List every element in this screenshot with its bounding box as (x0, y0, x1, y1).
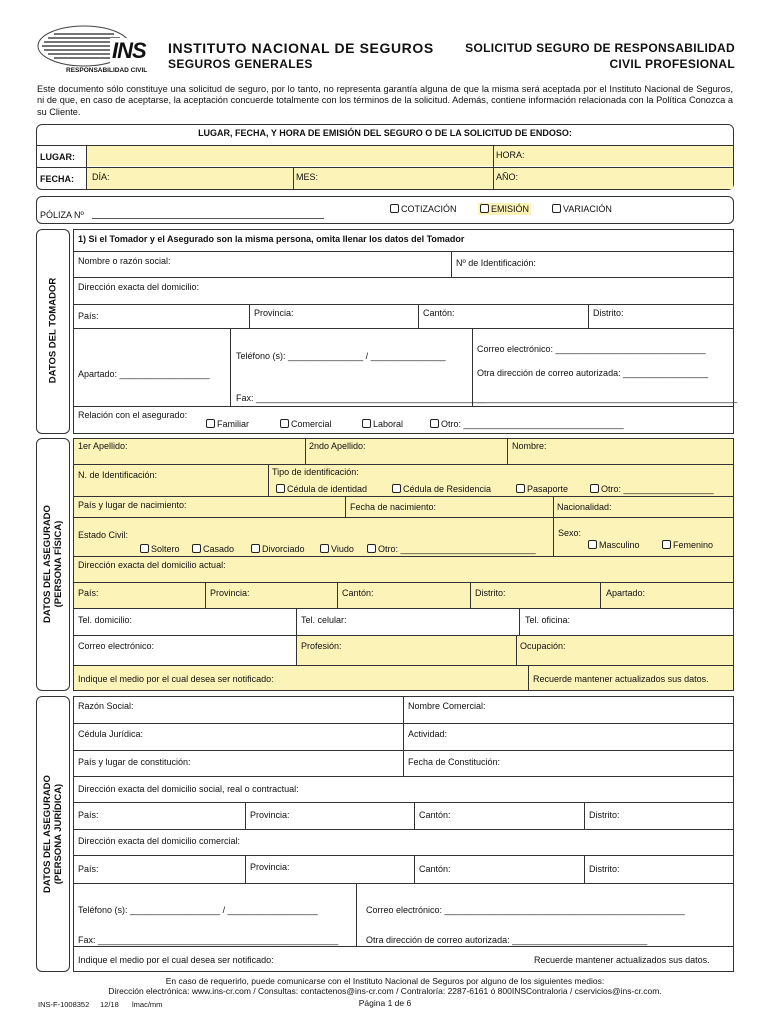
lugar-field[interactable] (87, 146, 733, 166)
estado-soltero-label: Soltero (151, 544, 180, 554)
rel-comercial-checkbox[interactable] (280, 419, 289, 428)
fecha-label: FECHA: (40, 174, 74, 184)
fecha-constitucion-label: Fecha de Constitución: (408, 757, 501, 767)
estado-casado-label: Casado (203, 544, 235, 554)
variacion-label: VARIACIÓN (563, 204, 612, 214)
dia-label: DÍA: (92, 172, 110, 182)
fisica-recuerde-label: Recuerde mantener actualizados sus datos. (533, 674, 709, 684)
juridica-distrito-label: Distrito: (589, 810, 620, 820)
juridica-telefono-label: Teléfono (s): __________________ / __________________ (78, 905, 318, 915)
cotizacion-checkbox[interactable] (390, 204, 399, 213)
razon-social-label: Razón Social: (78, 701, 134, 711)
sexo-masculino-label: Masculino (599, 540, 640, 550)
tel-celular-label: Tel. celular: (301, 615, 347, 625)
form-date: 12/18 (100, 1000, 119, 1009)
fecha-nacimiento-label: Fecha de nacimiento: (350, 502, 437, 512)
fisica-direccion-label: Dirección exacta del domicilio actual: (78, 560, 226, 570)
estado-otro-option[interactable] (367, 544, 536, 554)
juridica-side-label-2: (PERSONA JURÍDICA) (53, 783, 64, 885)
juridica-pais-2-label: País: (78, 864, 99, 874)
relacion-label: Relación con el asegurado: (78, 410, 188, 420)
form-code: INS-F-1008352 (38, 1000, 90, 1009)
tomador-section (73, 229, 734, 434)
document-title-line-1: SOLICITUD SEGURO DE RESPONSABILIDAD (465, 41, 735, 55)
juridica-canton-2-label: Cantón: (419, 864, 451, 874)
estado-casado-option[interactable] (192, 544, 234, 554)
variacion-option[interactable] (552, 204, 612, 214)
cotizacion-option[interactable] (390, 204, 457, 214)
rel-familiar-checkbox[interactable] (206, 419, 215, 428)
tipo-otro-label: Otro: __________________ (601, 484, 714, 494)
logo-subtext: RESPONSABILIDAD CIVIL (66, 67, 148, 74)
estado-divorciado-label: Divorciado (262, 544, 305, 554)
tipo-residencia-label: Cédula de Residencia (403, 484, 492, 494)
juridica-distrito-2-label: Distrito: (589, 864, 620, 874)
institution-subtitle: SEGUROS GENERALES (168, 57, 313, 71)
rel-familiar-option[interactable] (206, 419, 249, 429)
fisica-pais-label: País: (78, 588, 99, 598)
tomador-nombre-label: Nombre o razón social: (78, 256, 171, 266)
fisica-correo-label: Correo electrónico: (78, 641, 155, 651)
mes-label: MES: (296, 172, 319, 182)
footer-line-2: Dirección electrónica: www.ins-cr.com / Consultas: contactenos@ins-cr.com / Contraloría: 2287-6161 ó 800INSContraloria / cservicios@ins-cr.com. (108, 986, 662, 996)
document-title-line-2: CIVIL PROFESIONAL (609, 57, 735, 71)
juridica-side-label (42, 699, 64, 969)
rel-laboral-checkbox[interactable] (362, 419, 371, 428)
tomador-pais-label: País: (78, 311, 99, 321)
nacionalidad-label: Nacionalidad: (557, 502, 612, 512)
hora-label: HORA: (496, 150, 525, 160)
tomador-fax-line-2: ____________________________________________________ (477, 393, 738, 403)
tomador-otra-dir-label: Otra dirección de correo autorizada: _________________ (477, 368, 709, 378)
document-title (465, 40, 735, 72)
estado-civil-label: Estado Civil: (78, 530, 129, 540)
rel-laboral-label: Laboral (373, 419, 404, 429)
form-user: lmac/mm (132, 1000, 163, 1009)
cotizacion-label: COTIZACIÓN (401, 204, 457, 214)
poliza-label: PÓLIZA Nº (40, 210, 84, 220)
tomador-fax-label: Fax: ______________________________________________ (236, 393, 487, 403)
fisica-canton-label: Cantón: (342, 588, 374, 598)
sexo-masculino-checkbox[interactable] (588, 540, 597, 549)
profesion-label: Profesión: (301, 641, 342, 651)
emision-checkbox[interactable] (480, 204, 489, 213)
ocupacion-label: Ocupación: (520, 641, 566, 651)
sexo-femenino-checkbox[interactable] (662, 540, 671, 549)
juridica-correo-label: Correo electrónico: ________________________________________________ (366, 905, 685, 915)
tomador-telefono-label: Teléfono (s): _______________ / _______________ (236, 351, 446, 361)
ins-logo (34, 24, 160, 78)
rel-otro-checkbox[interactable] (430, 419, 439, 428)
sexo-femenino-label: Femenino (673, 540, 714, 550)
nombre-comercial-label: Nombre Comercial: (408, 701, 486, 711)
tipo-cedula-option[interactable] (276, 484, 367, 494)
estado-soltero-checkbox[interactable] (140, 544, 149, 553)
rel-familiar-label: Familiar (217, 419, 250, 429)
poliza-section (36, 196, 734, 224)
tipo-otro-option[interactable] (590, 484, 714, 494)
estado-soltero-option[interactable] (140, 544, 180, 554)
fisica-side-label (42, 439, 64, 689)
sexo-masculino-option[interactable] (588, 540, 640, 550)
rel-comercial-label: Comercial (291, 419, 332, 429)
pais-constitucion-label: País y lugar de constitución: (78, 757, 191, 767)
emision-label: EMISIÓN (491, 204, 530, 214)
variacion-checkbox[interactable] (552, 204, 561, 213)
dir-comercial-label: Dirección exacta del domicilio comercial: (78, 836, 241, 846)
footer-line-1: En caso de requerirlo, puede comunicarse con el Instituto Nacional de Seguros por alguno de los siguientes medios: (165, 976, 605, 986)
tomador-direccion-label: Dirección exacta del domicilio: (78, 282, 200, 292)
tomador-apartado-label: Apartado: __________________ (78, 369, 210, 379)
lugar-label: LUGAR: (40, 152, 75, 162)
fisica-side-label-2: (PERSONA FÍSICA) (53, 520, 64, 608)
fisica-provincia-label: Provincia: (210, 588, 250, 598)
estado-otro-checkbox[interactable] (367, 544, 376, 553)
estado-divorciado-checkbox[interactable] (251, 544, 260, 553)
tipo-residencia-option[interactable] (392, 484, 491, 494)
ap1-label: 1er Apellido: (78, 441, 128, 451)
nid-label: N. de Identificación: (78, 470, 158, 480)
sexo-label: Sexo: (558, 528, 582, 538)
estado-casado-checkbox[interactable] (192, 544, 201, 553)
tipo-otro-checkbox[interactable] (590, 484, 599, 493)
fecha-field[interactable] (87, 168, 733, 189)
juridica-canton-label: Cantón: (419, 810, 451, 820)
fisica-side-label-1: DATOS DEL ASEGURADO (42, 505, 53, 623)
fisica-medio-label: Indique el medio por el cual desea ser notificado: (78, 674, 274, 684)
cedula-juridica-label: Cédula Jurídica: (78, 729, 144, 739)
juridica-fax-label: Fax: ________________________________________________ (78, 935, 339, 945)
juridica-side-label-1: DATOS DEL ASEGURADO (42, 775, 53, 893)
emision-option[interactable] (478, 203, 531, 215)
juridica-pais-label: País: (78, 810, 99, 820)
institution-title: INSTITUTO NACIONAL DE SEGUROS (168, 40, 434, 56)
actividad-label: Actividad: (408, 729, 448, 739)
juridica-provincia-label: Provincia: (250, 810, 290, 820)
anio-label: AÑO: (496, 172, 519, 182)
tomador-side-label: DATOS DEL TOMADOR (47, 277, 59, 384)
rel-laboral-option[interactable] (362, 419, 403, 429)
tomador-provincia-label: Provincia: (254, 308, 294, 318)
tomador-id-label: Nº de Identificación: (456, 258, 536, 268)
juridica-provincia-2-label: Provincia: (250, 862, 290, 872)
fisica-distrito-label: Distrito: (475, 588, 506, 598)
tel-domicilio-label: Tel. domicilio: (78, 615, 133, 625)
estado-viudo-option[interactable] (320, 544, 354, 554)
tipo-residencia-checkbox[interactable] (392, 484, 401, 493)
tipo-cedula-checkbox[interactable] (276, 484, 285, 493)
tipo-pasaporte-label: Pasaporte (527, 484, 569, 494)
sexo-femenino-option[interactable] (662, 540, 713, 550)
fisica-apartado-label: Apartado: (606, 588, 646, 598)
estado-divorciado-option[interactable] (251, 544, 305, 554)
estado-viudo-checkbox[interactable] (320, 544, 329, 553)
pais-nacimiento-label: País y lugar de nacimiento: (78, 500, 187, 510)
tipo-id-label: Tipo de identificación: (272, 467, 359, 477)
tomador-note: 1) Si el Tomador y el Asegurado son la misma persona, omita llenar los datos del Tomador (78, 234, 465, 244)
tipo-pasaporte-checkbox[interactable] (516, 484, 525, 493)
tomador-canton-label: Cantón: (423, 308, 455, 318)
emission-heading: LUGAR, FECHA, Y HORA DE EMISIÓN DEL SEGURO O DE LA SOLICITUD DE ENDOSO: (198, 128, 572, 138)
dir-social-label: Dirección exacta del domicilio social, real o contractual: (78, 784, 299, 794)
page-number: Página 1 de 6 (358, 998, 412, 1008)
estado-viudo-label: Viudo (331, 544, 354, 554)
tipo-cedula-label: Cédula de identidad (287, 484, 368, 494)
rel-comercial-option[interactable] (280, 419, 332, 429)
rel-otro-option[interactable] (430, 419, 624, 429)
tomador-distrito-label: Distrito: (593, 308, 624, 318)
juridica-recuerde-label: Recuerde mantener actualizados sus datos. (534, 955, 710, 965)
estado-otro-label: Otro: ___________________________ (378, 544, 536, 554)
rel-otro-label: Otro: ________________________________ (441, 419, 624, 429)
nombre-label: Nombre: (512, 441, 547, 451)
tomador-correo-label: Correo electrónico: ______________________________ (477, 344, 706, 354)
tipo-pasaporte-option[interactable] (516, 484, 568, 494)
logo-text: INS (112, 38, 146, 63)
intro-paragraph: Este documento sólo constituye una solicitud de seguro, por lo tanto, no representa garantía alguna de que la misma será aceptada por el Instituto Nacional de Seguros, ni de que, en caso de aceptarse, la aceptación concuerde totalmente con los términos de la solicitud. Además, contiene información relacionada con la Política Conozca a su Cliente. (37, 84, 733, 117)
ap2-label: 2ndo Apellido: (309, 441, 366, 451)
juridica-medio-label: Indique el medio por el cual desea ser notificado: (78, 955, 274, 965)
juridica-otra-dir-label: Otra dirección de correo autorizada: ___________________________ (366, 935, 648, 945)
tel-oficina-label: Tel. oficina: (525, 615, 571, 625)
